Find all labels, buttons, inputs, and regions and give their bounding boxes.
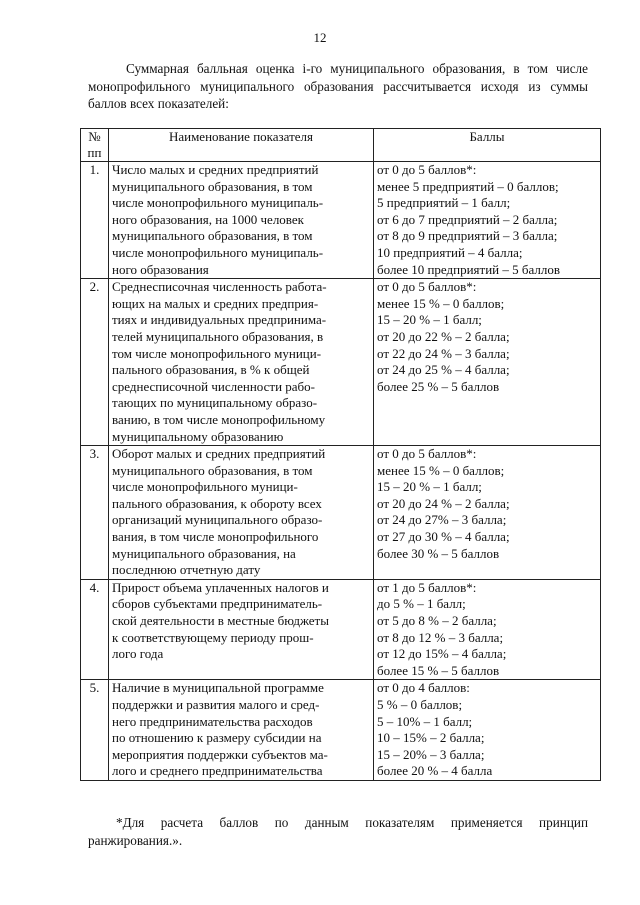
indicator-name-line: Среднесписочная численность работа- (112, 279, 327, 295)
score-criteria-line: от 20 до 24 % – 2 балла; (377, 495, 510, 511)
indicator-name-line: числе монопрофильного муниципаль- (112, 244, 324, 260)
indicator-name-line: к соответствующему периоду прош- (112, 629, 314, 645)
table-row (81, 446, 601, 580)
score-criteria-line: от 24 до 27% – 3 балла; (377, 512, 507, 528)
score-criteria-line: более 30 % – 5 баллов (377, 545, 500, 561)
indicator-name-line: поддержки и развития малого и сред- (112, 697, 320, 712)
score-criteria-line: до 5 % – 1 балл; (377, 596, 466, 612)
indicator-name-line: числе монопрофильного муниципаль- (112, 195, 324, 211)
indicator-name-line: последнюю отчетную дату (112, 562, 261, 578)
table-row (81, 279, 601, 446)
score-criteria-line: более 10 предприятий – 5 баллов (377, 261, 560, 277)
indicator-name-line: лого года (112, 646, 164, 662)
indicator-name-line: ного образования (112, 261, 209, 277)
score-criteria-line: 10 предприятий – 4 балла; (377, 244, 523, 260)
indicator-name-line: лого и среднего предпринимательства (112, 763, 323, 779)
row-number: 2. (81, 279, 109, 446)
score-criteria-line: от 22 до 24 % – 3 балла; (377, 345, 510, 361)
indicator-name-line: ванию, в том числе монопрофильному (112, 411, 326, 427)
score-criteria-line: более 25 % – 5 баллов (377, 378, 500, 394)
table-row (81, 162, 601, 279)
indicator-name-line: Наличие в муниципальной программе (112, 680, 324, 696)
score-criteria-line: от 0 до 4 баллов: (377, 680, 470, 696)
indicator-name-line: Число малых и средних предприятий (112, 162, 319, 177)
score-criteria-line: от 24 до 25 % – 4 балла; (377, 362, 510, 378)
indicator-name-line: организаций муниципального образо- (112, 512, 323, 528)
indicator-name-line: него предпринимательства расходов (112, 713, 313, 729)
score-criteria-line: 15 – 20% – 3 балла; (377, 746, 485, 762)
footnote-line-2: ранжирования.». (88, 833, 183, 848)
table-row (81, 680, 601, 781)
header-number-abbr: пп (87, 145, 102, 160)
row-number: 3. (81, 446, 109, 580)
header-number (81, 129, 109, 162)
score-criteria-line: 10 – 15% – 2 балла; (377, 730, 485, 746)
score-criteria-line: 5 – 10% – 1 балл; (377, 713, 473, 729)
indicator-name-line: пального образования, в % к общей (112, 362, 310, 378)
indicator-name (109, 279, 374, 446)
indicator-name-line: среднесписочной численности рабо- (112, 378, 315, 394)
footnote (88, 814, 588, 850)
indicator-name-line: ного образования, на 1000 человек (112, 211, 304, 227)
indicator-name (109, 162, 374, 279)
footnote-line-1: *Для расчета баллов по данным показателям применяется принцип (116, 815, 588, 830)
page-number: 12 (313, 30, 327, 45)
indicators-table (80, 128, 601, 781)
indicator-name-line: муниципального образования, в том (112, 178, 313, 194)
score-criteria-line: от 0 до 5 баллов*: (377, 162, 477, 177)
score-criteria (374, 680, 601, 781)
score-criteria-line: 5 предприятий – 1 балл; (377, 195, 511, 211)
indicator-name-line: телей муниципального образования, в (112, 328, 324, 344)
intro-paragraph: Суммарная балльная оценка i-го муниципального образования, в том числе монопрофильного муниципального образования рассчитывается исходя из суммы баллов всех показателей: (88, 61, 588, 111)
indicator-name-line: муниципального образования, в том (112, 462, 313, 478)
score-criteria-line: от 12 до 15% – 4 балла; (377, 646, 507, 662)
score-criteria-line: от 8 до 12 % – 3 балла; (377, 629, 504, 645)
score-criteria-line: более 20 % – 4 балла (377, 763, 493, 779)
score-criteria-line: от 0 до 5 баллов*: (377, 279, 477, 295)
score-criteria-line: менее 15 % – 0 баллов; (377, 462, 505, 478)
score-criteria-line: 15 – 20 % – 1 балл; (377, 479, 482, 495)
score-criteria-line: от 5 до 8 % – 2 балла; (377, 613, 497, 629)
indicator-name-line: муниципальному образованию (112, 428, 284, 444)
score-criteria (374, 162, 601, 279)
score-criteria-line: от 0 до 5 баллов*: (377, 446, 477, 462)
indicator-name-line: пального образования, к обороту всех (112, 495, 322, 511)
table-header-row (81, 129, 601, 162)
header-score: Баллы (374, 129, 601, 162)
indicator-name-line: Оборот малых и средних предприятий (112, 446, 326, 462)
score-criteria-line: менее 5 предприятий – 0 баллов; (377, 178, 559, 194)
indicator-name-line: по отношению к размеру субсидии на (112, 730, 322, 746)
indicator-name (109, 680, 374, 781)
header-number-symbol: № (88, 129, 101, 144)
indicator-name-line: ющих на малых и средних предприя- (112, 295, 319, 311)
score-criteria-line: 15 – 20 % – 1 балл; (377, 312, 482, 328)
score-criteria-line: 5 % – 0 баллов; (377, 697, 463, 712)
score-criteria-line: от 8 до 9 предприятий – 3 балла; (377, 228, 558, 244)
indicator-name-line: тиях и индивидуальных предпринима- (112, 312, 327, 328)
score-criteria-line: менее 15 % – 0 баллов; (377, 295, 505, 311)
score-criteria-line: от 27 до 30 % – 4 балла; (377, 529, 510, 545)
score-criteria-line: более 15 % – 5 баллов (377, 662, 500, 678)
indicator-name-line: том числе монопрофильного муници- (112, 345, 322, 361)
score-criteria-line: от 1 до 5 баллов*: (377, 579, 477, 595)
indicator-name (109, 579, 374, 680)
indicator-name-line: ской деятельности в местные бюджеты (112, 613, 329, 629)
row-number: 1. (81, 162, 109, 279)
score-criteria (374, 579, 601, 680)
score-criteria-line: от 6 до 7 предприятий – 2 балла; (377, 211, 558, 227)
indicator-name-line: вания, в том числе монопрофильного (112, 529, 319, 545)
row-number: 5. (81, 680, 109, 781)
indicator-name-line: мероприятия поддержки субъектов ма- (112, 746, 328, 762)
header-indicator-name: Наименование показателя (109, 129, 374, 162)
score-criteria-line: от 20 до 22 % – 2 балла; (377, 328, 510, 344)
table-row (81, 579, 601, 680)
indicator-name-line: сборов субъектами предприниматель- (112, 596, 323, 612)
score-criteria (374, 279, 601, 446)
indicator-name-line: числе монопрофильного муници- (112, 479, 298, 495)
score-criteria (374, 446, 601, 580)
indicator-name-line: муниципального образования, в том (112, 228, 313, 244)
indicator-name-line: муниципального образования, на (112, 545, 296, 561)
table-body (81, 162, 601, 781)
row-number: 4. (81, 579, 109, 680)
indicator-name-line: Прирост объема уплаченных налогов и (112, 579, 329, 595)
indicator-name (109, 446, 374, 580)
indicator-name-line: тающих по муниципальному образо- (112, 395, 318, 411)
